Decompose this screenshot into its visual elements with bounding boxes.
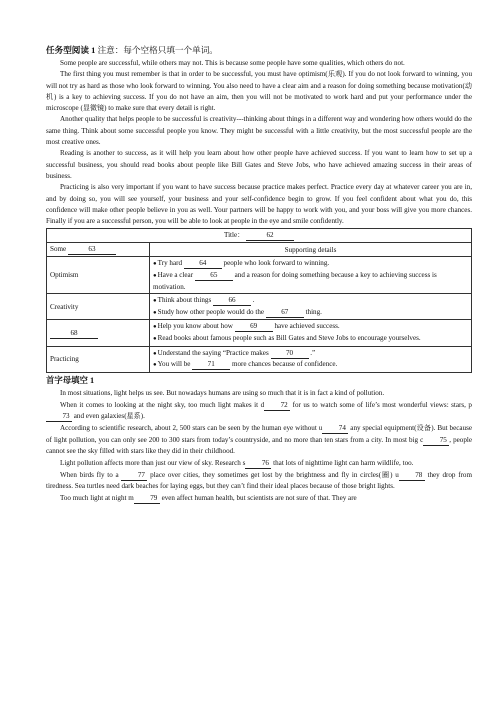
blank-66[interactable]: 66 [213,296,251,306]
blank-78[interactable]: 78 [399,471,425,481]
detail-line: ● Have a clear 65 and a reason for doing something because a key to achieving success is motivation. [153,270,468,292]
paragraph: When it comes to looking at the night sky, too much light makes it d 72 for us to watch some of life’s most wonderful views: stars, p73 and even galaxies(星系). [46,400,472,423]
row-details-cell [150,257,472,294]
row-details-cell [150,346,472,372]
row-category-cell [47,257,150,294]
paragraph: The first thing you must remember is that in order to be successful, you must have optimism(乐观). If you do not look forward to winning, you will not try as hard as those who look forward to winning. You also need to have a clear aim and a reason for doing something because motivation(动机) is a key to achieving success. If you do not have an aim, then you will not be motivated to work hard and put your performance under the microscope (显微镜) to make sure that every detail is right. [46,70,472,113]
blank-62[interactable]: 62 [246,231,294,241]
blank-79[interactable]: 79 [134,494,160,504]
row-category-cell [47,294,150,320]
detail-line: ● Read books about famous people such as Bill Gates and Steve Jobs to encourage yourselves. [153,333,468,345]
detail-line: ● Help you know about how 69 have achieved success. [153,321,468,333]
worksheet-page [46,44,472,505]
paragraph: Some people are successful, while others may not. This is because some people have some qualities, which others do not. [60,59,405,67]
table-title-cell [47,229,472,243]
blank-73[interactable]: 73 [46,412,72,422]
blank-68[interactable]: 68 [50,329,98,339]
paragraph: Light pollution affects more than just our view of sky. Research s 76 that lots of nighttime light can harm wildlife, too. [60,459,414,468]
category-label: Creativity [50,302,79,311]
some-cell [47,243,150,257]
blank-65[interactable]: 65 [195,271,233,281]
summary-table [46,228,472,372]
paragraph: According to scientific research, about 2, 500 stars can be seen by the human eye without u 74 any special equipment(设备). But because of light pollution, you can only see 200 to 300 stars from today’s countryside, and no more than ten stars from a city. In most big c 75 , people cannot see the sky filled with stars like they did in their childhood. [46,423,473,456]
blank-77[interactable]: 77 [121,471,147,481]
some-label: Some [50,245,67,254]
blank-67[interactable]: 67 [266,308,304,318]
section1-heading: 任务型阅读 1 [46,45,96,55]
category-label: Optimism [50,271,79,280]
blank-74[interactable]: 74 [322,424,348,434]
category-label: Practicing [50,354,79,363]
detail-line: ● You will be 71 more chances because of confidence. [153,359,468,371]
blank-69[interactable]: 69 [235,322,273,332]
supporting-details-header: Supporting details [150,243,472,257]
detail-line: ● Try hard 64 people who look forward to winning. [153,258,468,270]
table-row [47,294,472,320]
blank-63[interactable]: 63 [68,245,116,255]
section2-heading: 首字母填空 1 [46,375,95,385]
blank-72[interactable]: 72 [264,401,290,411]
row-details-cell [150,320,472,346]
paragraph: Another quality that helps people to be successful is creativity---thinking about things in a different way and wondering how others would do the same thing. Think about some successful people you know. They might be successful with a little creativity, but the most successful people are the most creative ones. [46,115,472,147]
detail-line: ● Think about things 66 . [153,295,468,307]
row-category-cell [47,346,150,372]
passage-2 [46,388,472,505]
paragraph: Practicing is also very important if you want to have success because practice makes perfect. Practice every day at whatever career you are in, and by doing so, you will see yourself, your business and your self-confidence begin to grow. If you feel confident about what you do, this confidence will make other people believe in you as well. Your partners will be happy to work with you, and your boss will give you more chances. Finally if you are a successful person, you will be able to look at people in the eye and smile confidently. [46,183,472,226]
blank-71[interactable]: 71 [192,360,230,370]
blank-64[interactable]: 64 [184,259,222,269]
blank-75[interactable]: 75 [423,436,449,446]
paragraph: Reading is another to success, as it will help you learn about how other people have achieved success. If you want to learn how to set up a successful business, you should read books about people like Bill Gates and Steve Jobs, who have achieved amazing success in their areas of business. [46,149,472,180]
table-row [47,257,472,294]
blank-76[interactable]: 76 [245,459,271,469]
title-label: Title： [223,231,245,240]
table-row [47,320,472,346]
section1-heading-line [46,44,472,56]
paragraph: In most situations, light helps us see. But nowadays humans are using so much that it is in fact a kind of pollution. [60,388,385,397]
blank-70[interactable]: 70 [271,349,309,359]
detail-line: ● Study how other people would do the 67 thing. [153,307,468,319]
table-row [47,346,472,372]
row-category-cell [47,320,150,346]
section1-note: 注意：每个空格只填一个单词。 [97,45,218,55]
detail-line: ● Understand the saying “Practice makes 70 .” [153,348,468,360]
paragraph: When birds fly to a 77 place over cities, they sometimes get lost by the brightness and fly in circles(圈) u 78 they drop from tiredness. Sea turtles need dark beaches for laying eggs, but they can’t find their ideal places because of those bright lights. [46,470,472,491]
paragraph: Too much light at night m 79 even affect human health, but scientists are not sure of that. They are [60,494,357,503]
passage-1 [46,58,472,227]
row-details-cell [150,294,472,320]
